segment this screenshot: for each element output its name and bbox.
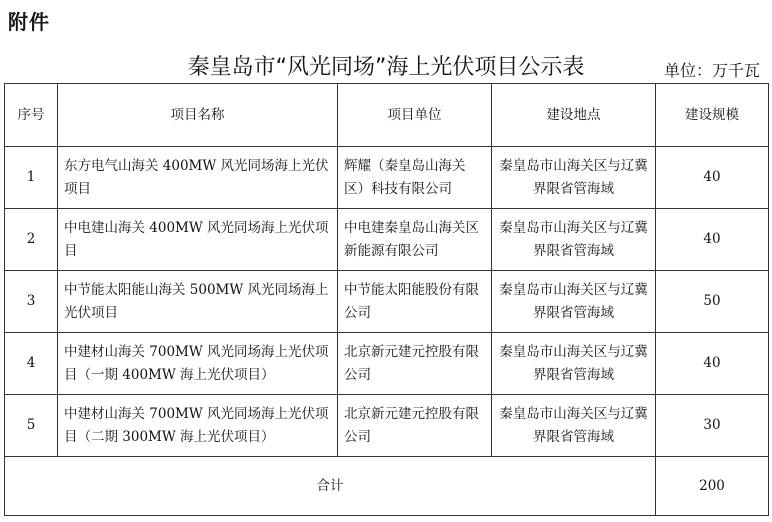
table-row <box>5 395 769 457</box>
row-project-name: 东方电气山海关 400MW 风光同场海上光伏项目 <box>58 147 338 209</box>
attachment-label: 附件 <box>8 10 50 34</box>
row-company: 中节能太阳能股份有限公司 <box>338 271 492 333</box>
row-scale: 50 <box>656 271 769 333</box>
table-row <box>5 209 769 271</box>
header-company: 项目单位 <box>338 84 492 147</box>
row-company: 北京新元建元控股有限公司 <box>338 333 492 395</box>
row-company: 中电建秦皇岛山海关区新能源有限公司 <box>338 209 492 271</box>
header-location: 建设地点 <box>492 84 656 147</box>
row-scale: 40 <box>656 333 769 395</box>
row-scale: 40 <box>656 147 769 209</box>
row-project-name: 中电建山海关 400MW 风光同场海上光伏项目 <box>58 209 338 271</box>
total-label: 合计 <box>5 457 656 516</box>
header-project-name: 项目名称 <box>58 84 338 147</box>
row-location: 秦皇岛市山海关区与辽冀界限省管海域 <box>492 209 656 271</box>
total-row <box>5 457 769 516</box>
row-no: 2 <box>5 209 58 271</box>
row-location: 秦皇岛市山海关区与辽冀界限省管海域 <box>492 395 656 457</box>
row-company: 北京新元建元控股有限公司 <box>338 395 492 457</box>
row-no: 1 <box>5 147 58 209</box>
row-scale: 40 <box>656 209 769 271</box>
row-project-name: 中建材山海关 700MW 风光同场海上光伏项目（一期 400MW 海上光伏项目） <box>58 333 338 395</box>
unit-label: 单位：万千瓦 <box>663 61 760 80</box>
document-title: 秦皇岛市“风光同场”海上光伏项目公示表 <box>187 55 585 80</box>
row-location: 秦皇岛市山海关区与辽冀界限省管海域 <box>492 271 656 333</box>
row-project-name: 中建材山海关 700MW 风光同场海上光伏项目（二期 300MW 海上光伏项目） <box>58 395 338 457</box>
table-row <box>5 147 769 209</box>
row-project-name: 中节能太阳能山海关 500MW 风光同场海上光伏项目 <box>58 271 338 333</box>
total-value: 200 <box>656 457 769 516</box>
row-location: 秦皇岛市山海关区与辽冀界限省管海域 <box>492 333 656 395</box>
table-header-row <box>5 84 769 147</box>
project-table <box>4 83 769 516</box>
table-row <box>5 333 769 395</box>
row-no: 4 <box>5 333 58 395</box>
table-row <box>5 271 769 333</box>
row-company: 辉耀（秦皇岛山海关区）科技有限公司 <box>338 147 492 209</box>
header-no: 序号 <box>5 84 58 147</box>
header-scale: 建设规模 <box>656 84 769 147</box>
row-no: 3 <box>5 271 58 333</box>
row-no: 5 <box>5 395 58 457</box>
row-location: 秦皇岛市山海关区与辽冀界限省管海域 <box>492 147 656 209</box>
row-scale: 30 <box>656 395 769 457</box>
